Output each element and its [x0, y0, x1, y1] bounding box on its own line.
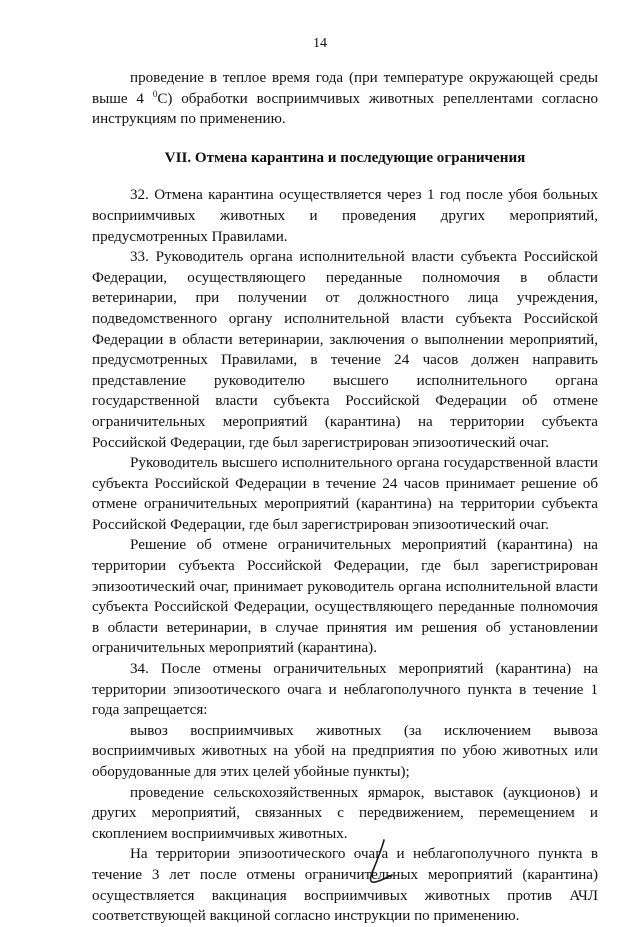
document-body	[92, 68, 598, 927]
paragraph-33-head-decision: Руководитель высшего исполнительного органа государственной власти субъекта Российской Федерации в течение 24 часов принимает решение об отмене ограничительных мероприятий (карантина) на территории субъекта Российской Федерации, где был зарегистрирован эпизоотический очаг.	[92, 455, 598, 533]
intro-text-end: С) обработки восприимчивых животных репеллентами согласно инструкциям по применению.	[92, 90, 598, 128]
page-number: 14	[313, 36, 327, 51]
signature-mark	[360, 838, 396, 886]
paragraph-34-events-ban: проведение сельскохозяйственных ярмарок, выставок (аукционов) и других мероприятий, связанных с передвижением, перемещением и скоплением восприимчивых животных.	[92, 784, 598, 842]
intro-paragraph	[92, 68, 598, 130]
section-heading: VII. Отмена карантина и последующие ограничения	[164, 149, 526, 166]
paragraph-34: 34. После отмены ограничительных мероприятий (карантина) на территории эпизоотического очага и неблагополучного пункта в течение 1 года запрещается:	[92, 661, 598, 719]
paragraph-32: 32. Отмена карантина осуществляется через 1 год после убоя больных восприимчивых животных и проведения других мероприятий, предусмотренных Правилами.	[92, 187, 598, 245]
paragraph-33-authority-decision: Решение об отмене ограничительных мероприятий (карантина) на территории субъекта Российской Федерации, где был зарегистрирован эпизоотический очаг, принимает руководитель органа исполнительной власти субъекта Российской Федерации, осуществляющего переданные полномочия в области ветеринарии, в случае принятия им решения об установлении ограничительных мероприятий (карантина).	[92, 537, 598, 657]
paragraph-34-export-ban: вывоз восприимчивых животных (за исключением вывоза восприимчивых животных на убой на предприятия по убою животных или оборудованные для этих целей убойные пункты);	[92, 722, 598, 780]
intro-text-start: проведение в теплое время года (при температуре окружающей среды выше 4	[92, 70, 598, 107]
degree-superscript: 0	[152, 88, 158, 99]
paragraph-vaccination: На территории эпизоотического очага и неблагополучного пункта в течение 3 лет после отмены ограничительных мероприятий (карантина) осуществляется вакцинация восприимчивых животных против АЧЛ соответствующей вакциной согласно инструкции по применению.	[92, 846, 598, 925]
paragraph-33: 33. Руководитель органа исполнительной власти субъекта Российской Федерации, осуществляющего переданные полномочия в области ветеринарии, при получении от должностного лица учреждения, подведомственного органу исполнительной власти субъекта Российской Федерации в области ветеринарии, заключения о выполнении мероприятий, предусмотренных Правилами, в течение 24 часов должен направить представление руководителю высшего исполнительного органа государственной власти субъекта Российской Федерации об отмене ограничительных мероприятий (карантина) на территории субъекта Российской Федерации, где был зарегистрирован эпизоотический очаг.	[92, 249, 598, 451]
